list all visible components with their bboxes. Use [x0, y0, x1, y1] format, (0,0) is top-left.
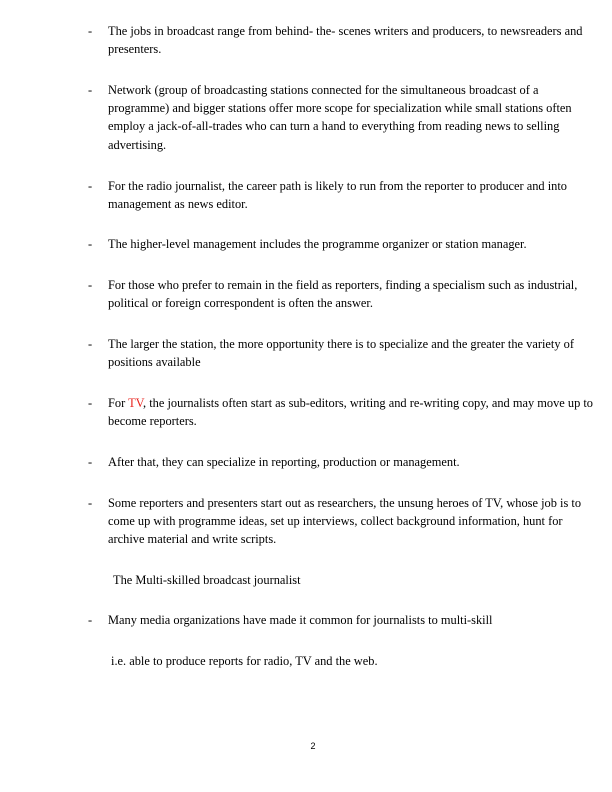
highlighted-text-tv: TV [128, 396, 144, 410]
bullet-dash: - [88, 278, 93, 292]
bullet-dash: - [88, 613, 93, 627]
bullet-text: For those who prefer to remain in the field as reporters, finding a specialism such as industrial, political or foreign correspondent is often the answer. [108, 278, 578, 311]
bullet-dash: - [88, 237, 93, 251]
bullet-text: The higher-level management includes the programme organizer or station manager. [108, 237, 527, 251]
bullet-text: Network (group of broadcasting stations connected for the simultaneous broadcast of a programme) and bigger stations offer more scope for specialization while small stations often employ a jack-of-all-trades who can turn a hand to everything from reading news to selling advertising. [108, 83, 572, 152]
bullet-dash: - [88, 396, 93, 410]
bullet-text: For the radio journalist, the career path is likely to run from the reporter to producer and into management as news editor. [108, 179, 567, 212]
bullet-text-before: For [108, 396, 129, 410]
bullet-dash: - [88, 337, 93, 351]
ie-line: i.e. able to produce reports for radio, TV and the web. [111, 654, 378, 668]
bullet-text: Some reporters and presenters start out as researchers, the unsung heroes of TV, whose job is to come up with programme ideas, set up interviews, collect background information, hunt for archive material and write scripts. [108, 496, 582, 547]
bullet-dash: - [88, 179, 93, 193]
bullet-text: After that, they can specialize in reporting, production or management. [108, 455, 460, 469]
bullet-text: The larger the station, the more opportunity there is to specialize and the greater the variety of positions available [108, 337, 574, 370]
section-heading: The Multi-skilled broadcast journalist [113, 573, 301, 587]
bullet-text-after: , the journalists often start as sub-editors, writing and re-writing copy, and may move up to become reporters. [108, 396, 593, 429]
page-number: 2 [310, 741, 316, 751]
bullet-dash: - [88, 455, 93, 469]
bullet-dash: - [88, 83, 93, 97]
bullet-text: The jobs in broadcast range from behind- the- scenes writers and producers, to newsreaders and presenters. [108, 24, 583, 57]
bullet-text [108, 394, 600, 430]
bullet-dash: - [88, 24, 93, 38]
bullet-dash: - [88, 496, 93, 510]
bullet-text: Many media organizations have made it common for journalists to multi-skill [108, 613, 493, 627]
